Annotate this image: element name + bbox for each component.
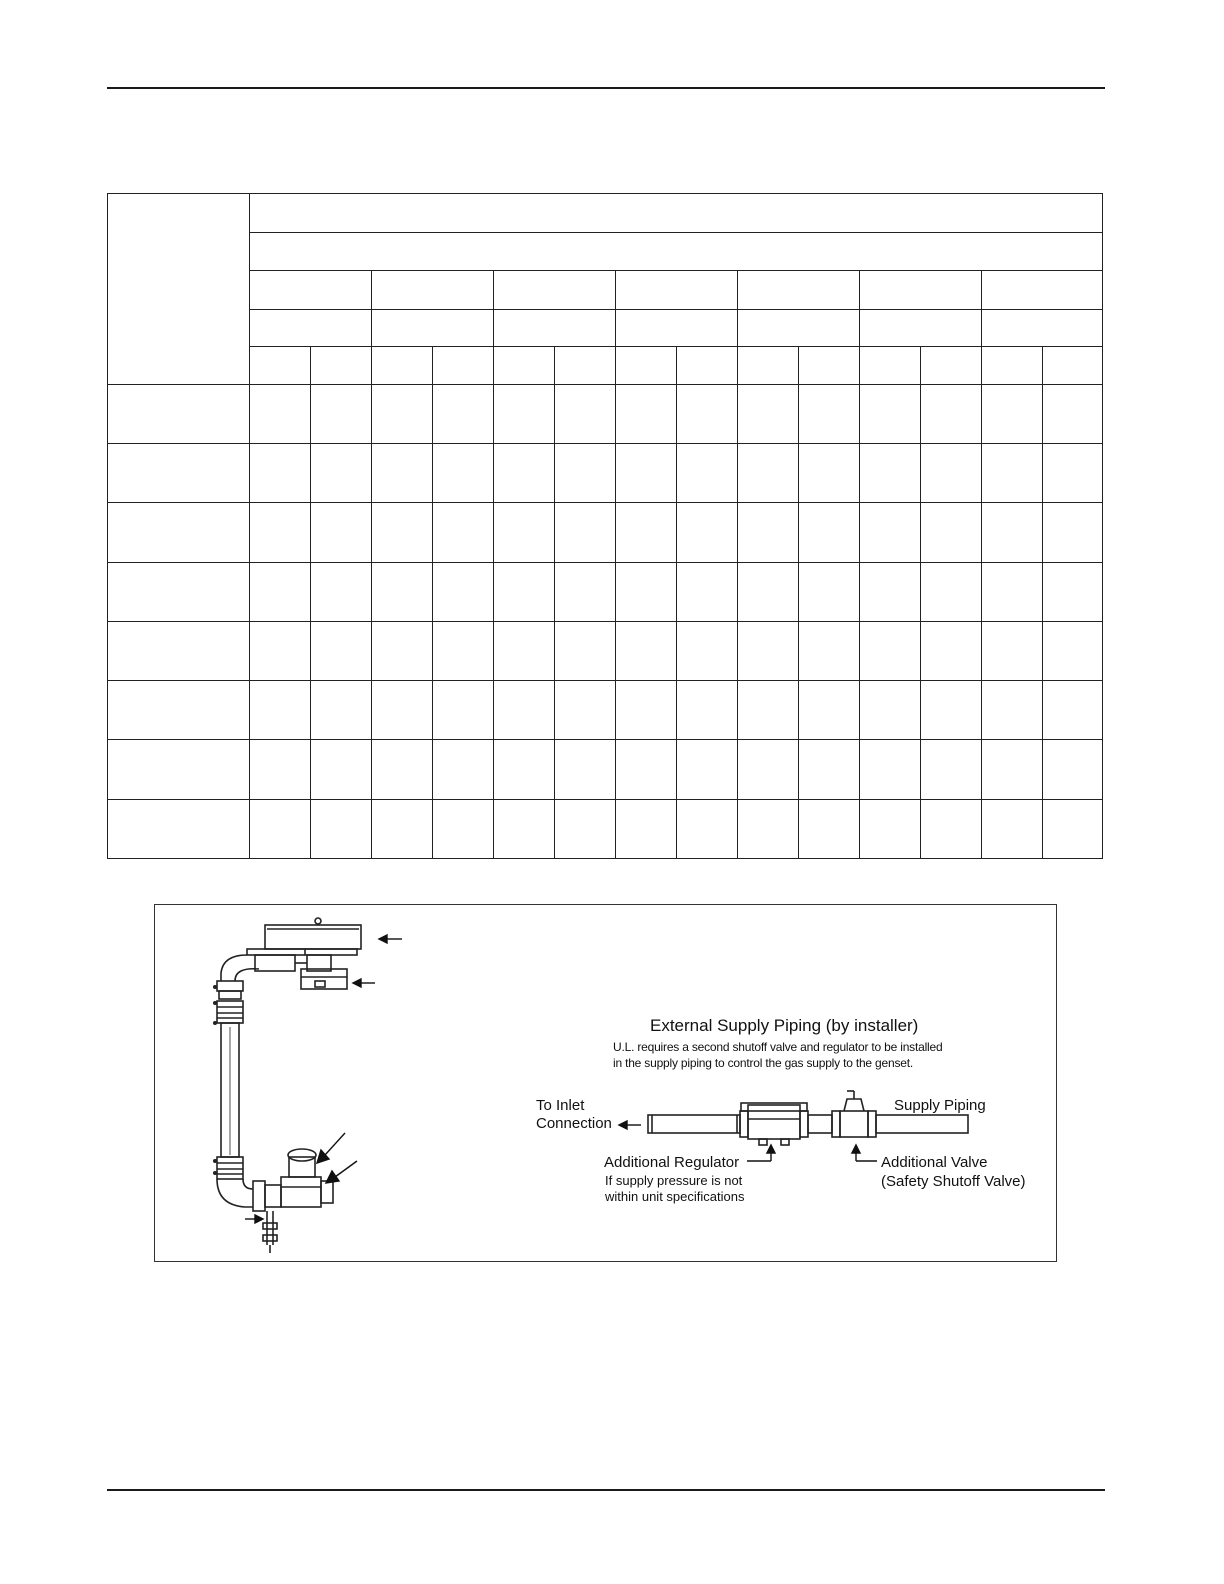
table-header-cell [616, 309, 738, 346]
table-cell [921, 562, 982, 621]
table-header-cell [372, 309, 494, 346]
table-cell [982, 799, 1043, 858]
table-header-row [108, 233, 1103, 271]
table-header-cell [799, 346, 860, 384]
table-header-cell [372, 346, 433, 384]
table-cell [616, 444, 677, 503]
table-cell [738, 621, 799, 680]
table-cell [616, 503, 677, 562]
table-cell [433, 799, 494, 858]
table-cell [738, 740, 799, 799]
table-cell [1043, 384, 1103, 443]
figure-note [613, 1039, 942, 1071]
safety-shutoff-valve-shape [840, 1111, 868, 1137]
table-cell [982, 444, 1043, 503]
safety-shutoff-line: (Safety Shutoff Valve) [881, 1173, 1026, 1190]
row-label-cell [108, 384, 250, 443]
table-cell [555, 621, 616, 680]
table-header-cell [860, 271, 982, 309]
table-cell [433, 562, 494, 621]
table-cell [677, 740, 738, 799]
table-cell [982, 621, 1043, 680]
row-label-cell [108, 621, 250, 680]
additional-valve-label [881, 1153, 1026, 1191]
table-cell [738, 562, 799, 621]
table-cell [738, 681, 799, 740]
table-cell [799, 740, 860, 799]
table-cell [250, 799, 311, 858]
table-cell [677, 799, 738, 858]
table-cell [616, 384, 677, 443]
table-header-cell [494, 271, 616, 309]
table-cell [982, 681, 1043, 740]
table-cell [677, 384, 738, 443]
table-row [108, 799, 1103, 858]
table-cell [982, 562, 1043, 621]
table-cell [555, 740, 616, 799]
table-cell [494, 740, 555, 799]
figure-title: External Supply Piping (by installer) [650, 1016, 919, 1035]
table-header-cell [677, 346, 738, 384]
table-cell [494, 799, 555, 858]
table-cell [921, 681, 982, 740]
to-inlet-label [536, 1097, 612, 1133]
table-cell [555, 444, 616, 503]
table-header-cell [616, 346, 677, 384]
table-cell [250, 621, 311, 680]
table-cell [1043, 740, 1103, 799]
table-header-cell [555, 346, 616, 384]
table-header-cell [433, 346, 494, 384]
table-cell [677, 621, 738, 680]
lower-valve-shape [281, 1177, 321, 1207]
table-cell [311, 740, 372, 799]
supply-pipe-shape [876, 1115, 968, 1133]
table-cell [616, 562, 677, 621]
table-cell [860, 444, 921, 503]
table-cell [921, 503, 982, 562]
figure-note-line: U.L. requires a second shutoff valve and regulator to be installed [613, 1040, 943, 1054]
table-cell [372, 681, 433, 740]
table-cell [799, 384, 860, 443]
table-row [108, 384, 1103, 443]
table-cell [982, 384, 1043, 443]
figure-note-line: in the supply piping to control the gas supply to the genset. [613, 1056, 914, 1070]
row-label-cell [108, 562, 250, 621]
supply-piping-label: Supply Piping [894, 1097, 986, 1114]
table-header-row [108, 309, 1103, 346]
table-cell [555, 799, 616, 858]
table-cell [311, 503, 372, 562]
table-header-row [108, 271, 1103, 309]
table-cell [433, 503, 494, 562]
table-header-cell [616, 271, 738, 309]
table-header-cell [250, 233, 1103, 271]
table-cell [372, 444, 433, 503]
table-cell [1043, 621, 1103, 680]
table-cell [494, 503, 555, 562]
table-cell [555, 384, 616, 443]
gas-piping-figure [154, 904, 1057, 1262]
table-cell [738, 503, 799, 562]
table-row [108, 503, 1103, 562]
table-cell [433, 444, 494, 503]
table-cell [860, 384, 921, 443]
table-header-cell [494, 309, 616, 346]
table-cell [1043, 444, 1103, 503]
table-cell [860, 621, 921, 680]
table-cell [921, 740, 982, 799]
inlet-pipe-shape [648, 1115, 740, 1133]
table-row [108, 621, 1103, 680]
table-cell [250, 444, 311, 503]
table-row [108, 740, 1103, 799]
table-cell [311, 384, 372, 443]
to-inlet-line: To Inlet [536, 1097, 585, 1114]
table-cell [311, 799, 372, 858]
table-cell [677, 681, 738, 740]
table-header-cell [921, 346, 982, 384]
table-cell [372, 799, 433, 858]
table-cell [372, 384, 433, 443]
table-cell [372, 562, 433, 621]
table-cell [738, 799, 799, 858]
table-header-row [108, 194, 1103, 233]
upper-regulator-shape [301, 969, 347, 989]
table-cell [433, 384, 494, 443]
table-cell [799, 562, 860, 621]
additional-regulator-label: Additional Regulator [604, 1154, 740, 1171]
table-cell [860, 562, 921, 621]
table-cell [1043, 799, 1103, 858]
table-cell [921, 384, 982, 443]
table-cell [1043, 562, 1103, 621]
table-cell [738, 444, 799, 503]
table-cell [250, 681, 311, 740]
table-cell [1043, 503, 1103, 562]
table-row [108, 681, 1103, 740]
table-cell [555, 503, 616, 562]
table-cell [860, 740, 921, 799]
table-header-row [108, 346, 1103, 384]
header-rule [107, 87, 1105, 89]
table-cell [799, 681, 860, 740]
table-header-cell [250, 346, 311, 384]
table-cell [494, 562, 555, 621]
table-cell [799, 621, 860, 680]
table-cell [250, 562, 311, 621]
table-cell [494, 621, 555, 680]
table-cell [677, 503, 738, 562]
table-cell [799, 799, 860, 858]
table-cell [616, 681, 677, 740]
table-cell [311, 681, 372, 740]
table-cell [616, 799, 677, 858]
table-header-cell [250, 309, 372, 346]
table-cell [311, 444, 372, 503]
table-cell [921, 799, 982, 858]
table-header-cell [250, 194, 1103, 233]
table-cell [433, 681, 494, 740]
regulator-note-line: within unit specifications [605, 1189, 745, 1204]
table-header-cell [982, 309, 1103, 346]
table-cell [860, 681, 921, 740]
table-cell [677, 444, 738, 503]
table-header-cell [738, 271, 860, 309]
table-cell [677, 562, 738, 621]
table-cell [494, 444, 555, 503]
row-label-cell [108, 740, 250, 799]
table-cell [921, 444, 982, 503]
table-row [108, 444, 1103, 503]
gas-pipe-sizing-table [107, 193, 1103, 859]
table-cell [555, 562, 616, 621]
table-header-cell [860, 309, 982, 346]
table-header-cell [494, 346, 555, 384]
table-cell [860, 503, 921, 562]
table-cell [738, 384, 799, 443]
table-header-cell [738, 346, 799, 384]
piping-illustration [155, 905, 1058, 1263]
table-header-cell [982, 346, 1043, 384]
table-cell [372, 740, 433, 799]
table-cell [372, 621, 433, 680]
regulator-note-line: If supply pressure is not [605, 1173, 743, 1188]
table-cell [1043, 681, 1103, 740]
table-cell [494, 681, 555, 740]
table-header-cell [860, 346, 921, 384]
row-label-cell [108, 799, 250, 858]
table-corner-cell [108, 194, 250, 385]
additional-regulator-shape [748, 1105, 800, 1139]
table-cell [250, 384, 311, 443]
table-cell [860, 799, 921, 858]
table-header-cell [738, 309, 860, 346]
table-cell [921, 621, 982, 680]
row-label-cell [108, 503, 250, 562]
table-header-cell [1043, 346, 1103, 384]
table-cell [616, 621, 677, 680]
table-cell [799, 503, 860, 562]
table-cell [311, 621, 372, 680]
table-cell [494, 384, 555, 443]
table-cell [982, 740, 1043, 799]
table-cell [433, 621, 494, 680]
table-cell [982, 503, 1043, 562]
regulator-note [605, 1173, 744, 1205]
footer-rule [107, 1489, 1105, 1491]
row-label-cell [108, 444, 250, 503]
table-header-cell [311, 346, 372, 384]
to-inlet-line: Connection [536, 1115, 612, 1132]
table-cell [250, 740, 311, 799]
table-header-cell [982, 271, 1103, 309]
table-header-cell [250, 271, 372, 309]
table-cell [555, 681, 616, 740]
row-label-cell [108, 681, 250, 740]
table-cell [616, 740, 677, 799]
table-cell [433, 740, 494, 799]
table-cell [372, 503, 433, 562]
table-header-cell [372, 271, 494, 309]
table-row [108, 562, 1103, 621]
table-cell [250, 503, 311, 562]
table-cell [799, 444, 860, 503]
additional-valve-line: Additional Valve [881, 1154, 988, 1171]
table-cell [311, 562, 372, 621]
